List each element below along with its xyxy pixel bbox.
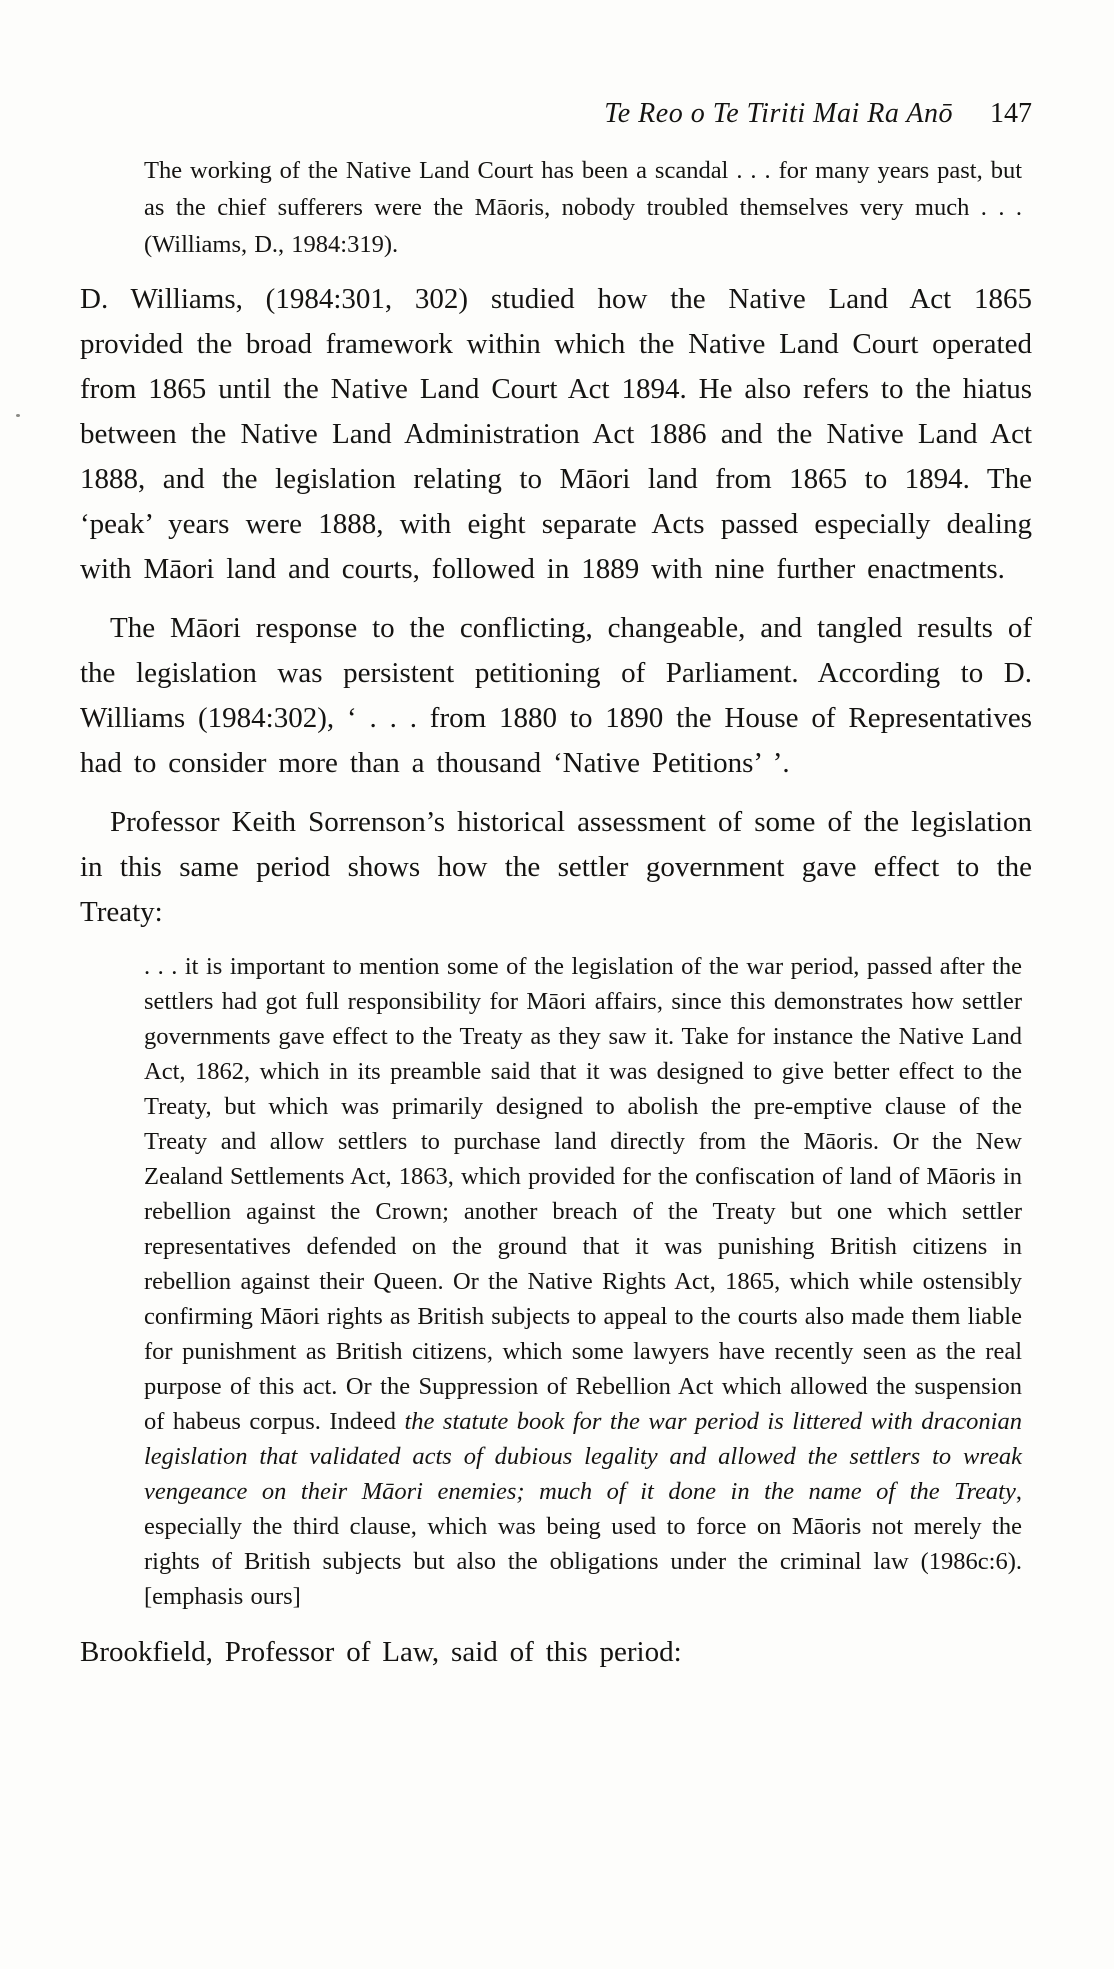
paragraph-williams-study: D. Williams, (1984:301, 302) studied how the Native Land Act 1865 provided the broad framework within which the Native Land Court operated from 1865 until the Native Land Court Act 1894. He also refers to the hiatus between the Native Land Administration Act 1886 and the Native Land Act 1888, and the legislation relating to Māori land from 1865 to 1894. The ‘peak’ years were 1888, with eight separate Acts passed especially dealing with Māori land and courts, followed in 1889 with nine further enactments. <box>80 283 1032 585</box>
block-quote-williams: The working of the Native Land Court has been a scandal . . . for many years past, but as the chief sufferers were the Māoris, nobody troubled themselves very much . . . (Williams, D., 1984:319). <box>144 157 1022 258</box>
running-title: Te Reo o Te Tiriti Mai Ra Anō <box>604 98 953 129</box>
paragraph-maori-response: The Māori response to the conflicting, changeable, and tangled results of the legislation was persistent petitioning of Parliament. According to D. Williams (1984:302), ‘ . . . from 1880 to 1890 the House of Representatives had to consider more than a thousand ‘Native Petitions’ ’. <box>80 612 1032 779</box>
block-quote-sorrenson: . . . it is important to mention some of the legislation of the war period, passed after the settlers had got full responsibility for Māori affairs, since this demonstrates how settler governments gave effect to the Treaty as they saw it. Take for instance the Native Land Act, 1862, which in its preamble said that it was designed to give better effect to the Treaty, but which was primarily designed to abolish the pre-emptive clause of the Treaty and allow settlers to purchase land directly from the Māoris. Or the New Zealand Settlements Act, 1863, which provided for the confiscation of land of Māoris in rebellion against the Crown; another breach of the Treaty but one which settler representatives defended on the ground that it was punishing British citizens in rebellion against their Queen. Or the Native Rights Act, 1865, which while ostensibly confirming Māori rights as British subjects to appeal to the courts also made them liable for punishment as British citizens, which some lawyers have recently seen as the real purpose of this act. Or the Suppression of Rebellion Act which allowed the suspension of habeus corpus. Indeed the statute book for the war period is littered with draconian legislation that validated acts of dubious legality and allowed the settlers to wreak vengeance on their Māori enemies; much of it done in the name of the Treaty, especially the third clause, which was being used to force on Māoris not merely the rights of British subjects but also the obligations under the criminal law (1986c:6). [emphasis ours] <box>144 953 1022 1610</box>
running-header <box>80 96 1042 132</box>
scan-speck <box>16 414 20 417</box>
page-number: 147 <box>990 98 1032 129</box>
paragraph-brookfield: Brookfield, Professor of Law, said of this period: <box>80 1636 682 1668</box>
paragraph-sorrenson-intro: Professor Keith Sorrenson’s historical assessment of some of the legislation in this same period shows how the settler government gave effect to the Treaty: <box>80 806 1032 928</box>
